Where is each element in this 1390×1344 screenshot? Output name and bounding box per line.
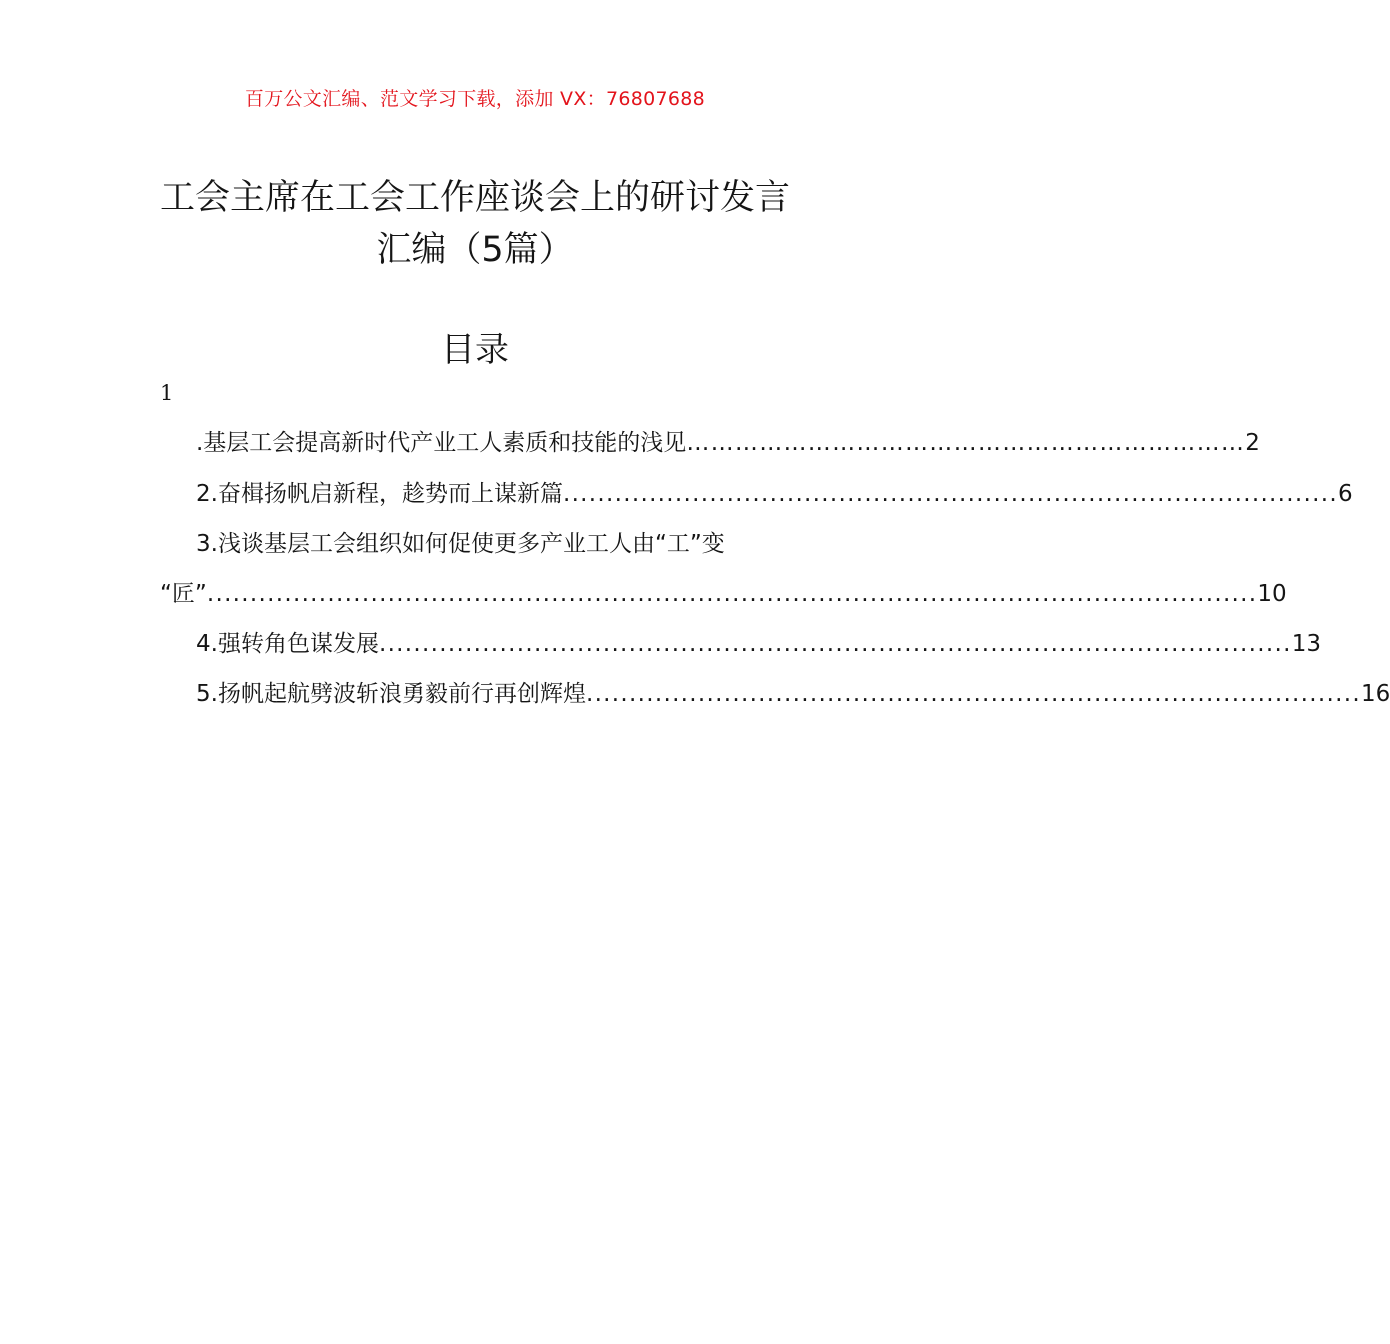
toc-entry-4[interactable] xyxy=(160,627,1322,661)
toc-entry-page: 13 xyxy=(1291,631,1322,657)
toc-leader-dots: .......................................................................................... xyxy=(562,481,1338,507)
toc-entry-page: 10 xyxy=(1257,581,1287,607)
toc-entry-text: 5.扬帆起航劈波斩浪勇毅前行再创辉煌 xyxy=(196,681,586,707)
document-title xyxy=(120,172,830,276)
toc-entry-text: 3.浅谈基层工会组织如何促使更多产业工人由“工”变 xyxy=(196,531,725,557)
toc-entry-3-line-2[interactable] xyxy=(160,577,1287,611)
toc-entry-text: 2.奋楫扬帆启新程，趁势而上谋新篇 xyxy=(196,481,563,507)
toc-leader-dots: .......................................................................................................... xyxy=(378,631,1292,657)
toc-entry-1[interactable] xyxy=(160,426,1260,460)
toc-entry-page: 2 xyxy=(1245,430,1260,456)
toc-entry-2[interactable] xyxy=(160,477,1353,511)
header-promo-note: 百万公文汇编、范文学习下载，添加 VX：76807688 xyxy=(244,88,706,110)
toc-leader-dots: …………………………………………………………… xyxy=(686,430,1246,456)
toc-entry-3-line-1[interactable] xyxy=(160,527,806,561)
toc-heading: 目录 xyxy=(441,330,509,370)
document-title-line-2: 汇编（5篇） xyxy=(376,230,574,270)
toc-entry-text: .基层工会提高新时代产业工人素质和技能的浅见 xyxy=(196,430,687,456)
toc-entry-text: “匠” xyxy=(160,581,207,607)
toc-entry-text: 4.强转角色谋发展 xyxy=(196,631,379,657)
toc-marker: 1 xyxy=(160,381,174,405)
toc-entry-page: 16 xyxy=(1360,681,1390,707)
toc-entry-page: 6 xyxy=(1337,481,1353,507)
toc-leader-dots: .......................................................................................................................... xyxy=(206,581,1258,607)
toc-entry-5[interactable] xyxy=(160,677,1390,711)
document-title-line-1: 工会主席在工会工作座谈会上的研讨发言 xyxy=(159,178,790,218)
toc-leader-dots: .......................................................................................... xyxy=(585,681,1361,707)
